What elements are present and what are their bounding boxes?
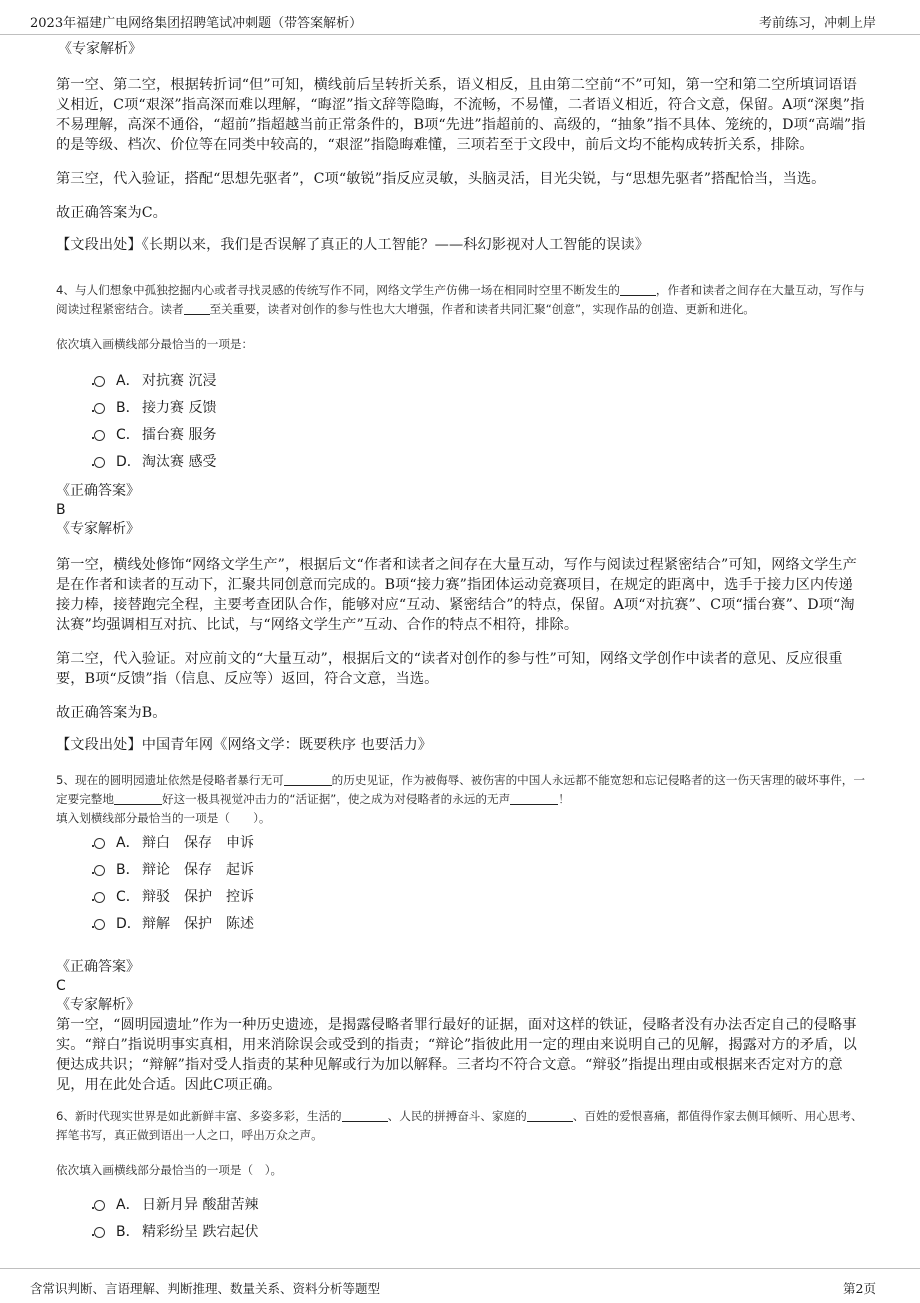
option-word: 控诉 <box>226 889 254 905</box>
question-stem <box>56 771 866 809</box>
radio-icon[interactable] <box>94 838 105 849</box>
footer-topics: 含常识判断、言语理解、判断推理、数量关系、资料分析等题型 <box>30 1281 381 1296</box>
document-title: 2023年福建广电网络集团招聘笔试冲刺题（带答案解析） <box>30 16 363 31</box>
option-text: 日新月异 酸甜苦辣 <box>142 1197 259 1213</box>
fill-blank <box>620 282 656 296</box>
expert-analysis-label: 《专家解析》 <box>56 521 140 537</box>
option-a[interactable] <box>94 1192 866 1219</box>
question-4 <box>56 281 866 755</box>
option-word: 辩论 <box>142 862 170 878</box>
source-citation: 【文段出处】中国青年网《网络文学：既要秩序 也要活力》 <box>56 737 433 753</box>
radio-icon[interactable] <box>94 919 105 930</box>
question-stem <box>56 281 866 319</box>
page-content <box>56 40 866 1246</box>
fill-blank <box>527 1108 573 1122</box>
expert-analysis-label: 《专家解析》 <box>56 997 140 1013</box>
option-letter: A． <box>116 1197 140 1213</box>
fill-blank <box>342 1108 388 1122</box>
header-slogan: 考前练习，冲刺上岸 <box>758 16 876 31</box>
fill-blank <box>284 772 332 786</box>
stem-text: 4、与人们想象中孤独挖掘内心或者寻找灵感的传统写作不同，网络文学生产仿佛一场在相同时空里不断发生的 <box>56 283 620 297</box>
question-5 <box>56 771 866 1095</box>
stem-text: 、百姓的爱恨喜痛，都值得作家去侧耳倾听、用心思考、挥笔书写，真正做到语出一人之口，呼出万众之声。 <box>56 1109 863 1142</box>
option-word: 保护 <box>184 916 212 932</box>
analysis-paragraph: 第三空，代入验证，搭配“思想先驱者”，C项“敏锐”指反应灵敏，头脑灵活，目光尖锐，与“思想先驱者”搭配恰当，当选。 <box>56 171 826 187</box>
radio-icon[interactable] <box>94 865 105 876</box>
expert-analysis-label: 《专家解析》 <box>58 41 142 57</box>
q3-analysis <box>56 40 866 255</box>
option-list <box>94 830 866 938</box>
question-6 <box>56 1107 866 1246</box>
option-text: 精彩纷呈 跌宕起伏 <box>142 1224 259 1240</box>
stem-text: 、人民的拼搏奋斗、家庭的 <box>387 1109 527 1123</box>
page-number: 第2页 <box>843 1281 876 1296</box>
conclusion-text: 故正确答案为B。 <box>56 705 167 721</box>
option-word: 陈述 <box>226 916 254 932</box>
correct-answer: C <box>56 978 66 994</box>
option-word: 保护 <box>184 889 212 905</box>
option-b[interactable] <box>94 857 866 884</box>
option-word: 申诉 <box>226 835 254 851</box>
correct-answer-label: 《正确答案》 <box>56 483 140 499</box>
question-prompt: 依次填入画横线部分最恰当的一项是（ ）。 <box>56 1163 283 1177</box>
option-list <box>94 1192 866 1246</box>
question-stem <box>56 1107 866 1145</box>
source-citation: 【文段出处】《长期以来，我们是否误解了真正的人工智能？——科幻影视对人工智能的误读》 <box>56 237 649 253</box>
option-c[interactable] <box>94 422 866 449</box>
stem-text: 至关重要，读者对创作的参与性也大大增强，作者和读者共同汇聚“创意”，实现作品的创造、更新和进化。 <box>209 302 755 316</box>
radio-icon[interactable] <box>94 403 105 414</box>
option-word: 辩驳 <box>142 889 170 905</box>
stem-text: ！ <box>558 792 570 806</box>
conclusion-text: 故正确答案为C。 <box>56 205 167 221</box>
stem-text: 的历史见证，作为被侮辱、被伤害的中国人永远都不能宽恕和忘记侵略者的这一伤天害理的破坏事件，一定要完整地 <box>56 773 865 806</box>
stem-text: 好这一极具视觉冲击力的“活证据”，使之成为对侵略者的永远的无声 <box>161 792 511 806</box>
radio-icon[interactable] <box>94 892 105 903</box>
option-word: 保存 <box>184 862 212 878</box>
fill-blank <box>114 791 162 805</box>
question-prompt: 依次填入画横线部分最恰当的一项是： <box>56 337 254 351</box>
option-d[interactable] <box>94 449 866 476</box>
question-prompt: 填入划横线部分最恰当的一项是（ ）。 <box>56 811 271 825</box>
stem-text: 5、现在的圆明园遗址依然是侵略者暴行无可 <box>56 773 284 787</box>
option-text: 对抗赛 沉浸 <box>142 373 217 389</box>
option-text: 接力赛 反馈 <box>142 400 217 416</box>
analysis-paragraph: 第一空，“圆明园遗址”作为一种历史遗迹，是揭露侵略者罪行最好的证据，面对这样的铁证，侵略者没有办法否定自己的侵略事实。“辩白”指说明事实真相，用来消除误会或受到的指责；“辩论”指彼此用一定的理由来说明自己的见解，揭露对方的矛盾，以便达成共识；“辩解”指对受人指责的某种见解或行为加以解释。三者均不符合文意。“辩驳”指提出理由或根据来否定对方的意见，用在此处合适。因此C项正确。 <box>56 1017 857 1093</box>
option-c[interactable] <box>94 884 866 911</box>
radio-icon[interactable] <box>94 430 105 441</box>
stem-text: ，作者和读者之间存在大量互动，写作与阅读过程紧密结合。读者 <box>56 283 865 316</box>
fill-blank <box>510 791 558 805</box>
option-letter: B． <box>116 862 140 878</box>
radio-icon[interactable] <box>94 1227 105 1238</box>
option-list <box>94 368 866 476</box>
page-header <box>0 0 920 35</box>
stem-text: 6、新时代现实世界是如此新鲜丰富、多姿多彩，生活的 <box>56 1109 342 1123</box>
option-letter: A． <box>116 835 140 851</box>
option-word: 起诉 <box>226 862 254 878</box>
option-word: 辩白 <box>142 835 170 851</box>
option-d[interactable] <box>94 911 866 938</box>
option-word: 辩解 <box>142 916 170 932</box>
option-letter: C． <box>116 889 140 905</box>
fill-blank <box>184 301 210 315</box>
correct-answer: B <box>56 502 66 518</box>
radio-icon[interactable] <box>94 1200 105 1211</box>
option-b[interactable] <box>94 1219 866 1246</box>
option-text: 淘汰赛 感受 <box>142 454 217 470</box>
option-a[interactable] <box>94 830 866 857</box>
analysis-paragraph: 第一空、第二空，根据转折词“但”可知，横线前后呈转折关系，语义相反，且由第二空前“不”可知，第一空和第二空所填词语语义相近，C项“艰深”指高深而难以理解，“晦涩”指文辞等隐晦，不流畅，不易懂，二者语义相近，符合文意，保留。A项“深奥”指不易理解，高深不通俗，“超前”指超越当前正常条件的，B项“先进”指超前的、高级的，“抽象”指不具体、笼统的，D项“高端”指的是等级、档次、价位等在同类中较高的，“艰涩”指隐晦难懂，三项若至于文段中，前后文均不能构成转折关系，排除。 <box>56 77 866 153</box>
option-letter: C． <box>116 427 140 443</box>
analysis-paragraph: 第二空，代入验证。对应前文的“大量互动”，根据后文的“读者对创作的参与性”可知，网络文学创作中读者的意见、反应很重要，B项“反馈”指（信息、反应等）返回，符合文意，当选。 <box>56 651 843 687</box>
analysis-paragraph: 第一空，横线处修饰“网络文学生产”，根据后文“作者和读者之间存在大量互动，写作与阅读过程紧密结合”可知，网络文学生产是在作者和读者的互动下，汇聚共同创意而完成的。B项“接力赛”指团体运动竞赛项目，在规定的距离中，选手于接力区内传递接力棒，接替跑完全程，主要考查团队合作，能够对应“互动、紧密结合”的特点，保留。A项“对抗赛”、C项“擂台赛”、D项“淘汰赛”均强调相互对抗、比试，与“网络文学生产”互动、合作的特点不相符，排除。 <box>56 557 857 633</box>
option-a[interactable] <box>94 368 866 395</box>
radio-icon[interactable] <box>94 376 105 387</box>
option-letter: A． <box>116 373 140 389</box>
radio-icon[interactable] <box>94 457 105 468</box>
page-footer <box>0 1268 920 1303</box>
option-b[interactable] <box>94 395 866 422</box>
option-letter: D． <box>116 916 141 932</box>
option-letter: B． <box>116 400 140 416</box>
option-text: 擂台赛 服务 <box>142 427 217 443</box>
option-word: 保存 <box>184 835 212 851</box>
option-letter: D． <box>116 454 141 470</box>
correct-answer-label: 《正确答案》 <box>56 959 140 975</box>
option-letter: B． <box>116 1224 140 1240</box>
